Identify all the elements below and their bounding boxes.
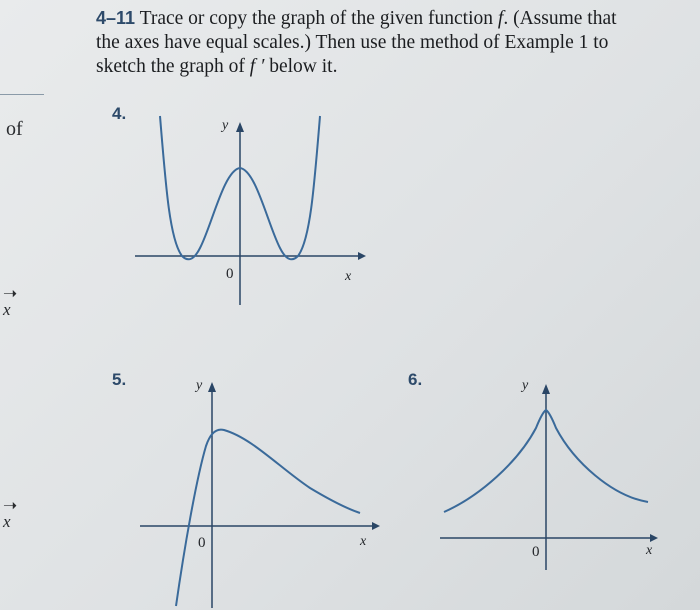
graph-4-number: 4.: [112, 104, 127, 123]
graph-5-x-label: x: [360, 534, 367, 549]
margin-rule: [0, 94, 44, 95]
graph-6-number: 6.: [408, 370, 423, 389]
graph-6-y-arrow-icon: [542, 384, 550, 394]
graph-5: [140, 370, 385, 610]
margin-arrow-icon: ➝: [3, 284, 18, 303]
graph-4: [130, 110, 370, 310]
problem-statement: [96, 6, 686, 79]
problem-line-2: the axes have equal scales.) Then use the method of Example 1 to: [96, 32, 609, 53]
graph-4-x-label: x: [345, 269, 352, 284]
graph-5-number: 5.: [112, 370, 127, 389]
graph-5-origin-label: 0: [198, 535, 206, 551]
graph-4-y-label: y: [222, 118, 229, 133]
margin-x-label-2: ➝ x: [3, 496, 18, 531]
graph-6-origin-label: 0: [532, 544, 540, 560]
margin-arrow-icon: ➝: [3, 496, 18, 515]
graph-4-x-arrow-icon: [358, 252, 366, 260]
problem-range: 4–11: [96, 8, 136, 28]
graph-5-x-arrow-icon: [372, 522, 380, 530]
graph-6: [440, 370, 665, 610]
graph-4-y-arrow-icon: [236, 122, 244, 132]
graph-5-curve: [176, 430, 360, 606]
graph-6-x-arrow-icon: [650, 534, 658, 542]
graph-4-origin-label: 0: [226, 266, 234, 282]
graph-6-y-label: y: [522, 378, 529, 393]
graph-5-y-arrow-icon: [208, 382, 216, 392]
margin-x-label-1: ➝ x: [3, 284, 18, 319]
problem-line-3: sketch the graph of f ′ below it.: [96, 56, 338, 77]
graph-5-y-label: y: [196, 378, 203, 393]
graph-6-x-label: x: [646, 543, 653, 558]
problem-line-1: 4–11 Trace or copy the graph of the given function f. (Assume that: [96, 8, 617, 29]
margin-word-of: of: [6, 118, 23, 140]
